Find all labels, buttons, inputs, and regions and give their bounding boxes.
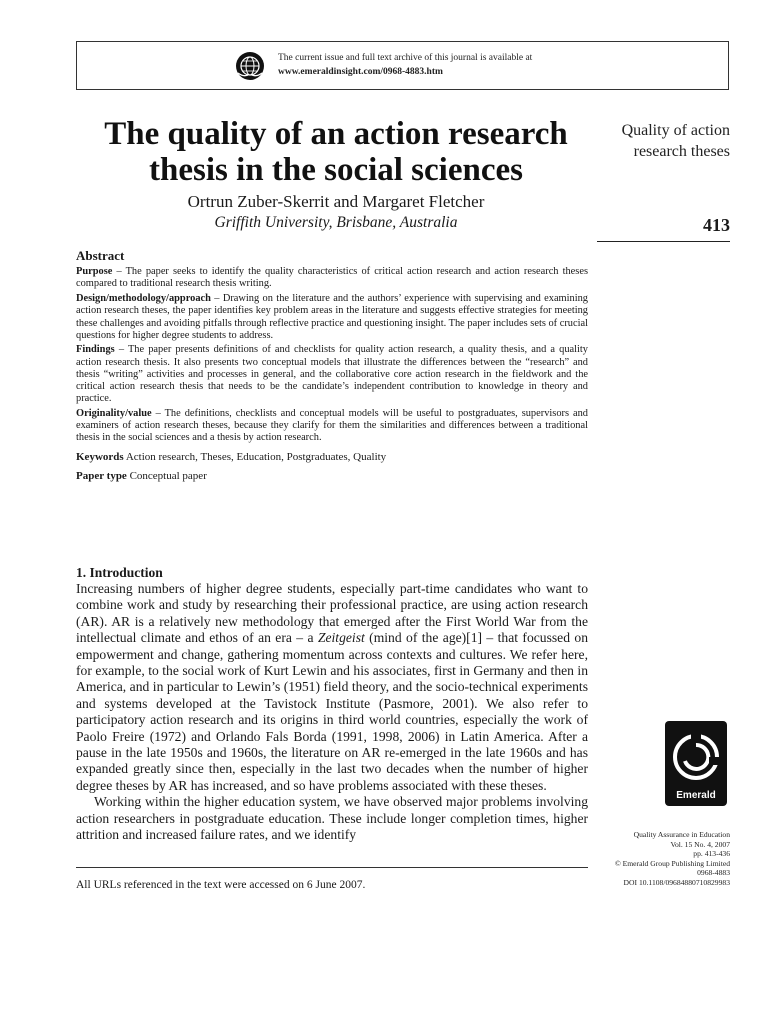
journal-copyright: © Emerald Group Publishing Limited [614, 858, 730, 868]
purpose-label: Purpose [76, 266, 113, 278]
banner-line: The current issue and full text archive of this journal is available at [278, 53, 533, 63]
design-label: Design/methodology/approach [76, 293, 211, 305]
abstract-paper-type [76, 469, 588, 483]
findings-label: Findings [76, 344, 115, 356]
introduction-body [76, 581, 588, 844]
journal-issn: 0968-4883 [697, 868, 730, 878]
running-head: Quality of action research theses [621, 122, 730, 160]
purpose-text: – The paper seeks to identify the quality characteristics of critical action research and action research theses compared to traditional research thesis writing. [76, 266, 588, 290]
journal-doi[interactable]: DOI 10.1108/09684880710829983 [623, 877, 730, 887]
originality-text: – The definitions, checklists and conceptual models will be useful to postgraduates, supervisors and examiners of action research theses, because they clarify for them the similarities and differences between a traditional thesis in the social sciences and a thesis by action research. [76, 407, 588, 444]
originality-label: Originality/value [76, 407, 152, 419]
page-number: 413 [703, 215, 730, 235]
banner-url-link[interactable]: www.emeraldinsight.com/0968-4883.htm [278, 67, 443, 77]
design-text: – Drawing on the literature and the authors’ experience with supervising and examining action research theses, the paper identifies key problem areas in the literature and suggests effective strategies for meeting these challenges and avoiding pitfalls through reflective practice and questioning insight. The paper includes sets of crucial questions for higher degree students to address. [76, 293, 588, 341]
abstract-heading: Abstract [76, 248, 125, 263]
banner-text [278, 51, 532, 79]
paper-type-text: Conceptual paper [126, 469, 207, 482]
zeitgeist-term: Zeitgeist [317, 630, 365, 646]
abstract-originality [76, 408, 588, 445]
abstract-section [76, 250, 588, 485]
findings-text: – The paper presents definitions of and checklists for quality action research, a quality thesis, and a quality action research thesis. It also presents two conceptual models that illustrate the differences between the “research” and thesis “writing” activities and processes in general, and the collaborative core action research in the fieldwork and the critical action research thesis that needs to be the candidate’s independent contribution to knowledge in theory and practice. [76, 344, 588, 405]
journal-info [550, 830, 730, 888]
globe-hands-icon [235, 51, 265, 81]
paper-type-label: Paper type [76, 469, 127, 482]
intro-paragraph-2: Working within the higher education system, we have observed major problems involving action researchers in postgraduate education. These include longer completion times, higher attrition and increased failure rates, and we identify [76, 794, 588, 843]
keywords-label: Keywords [76, 450, 124, 463]
journal-availability-banner [76, 41, 729, 90]
footnote: All URLs referenced in the text were accessed on 6 June 2007. [76, 879, 366, 891]
margin-divider [597, 241, 730, 242]
emerald-label: Emerald [676, 790, 716, 801]
footnote-divider [76, 867, 588, 868]
journal-pages: pp. 413-436 [693, 849, 730, 859]
article-authors: Ortrun Zuber-Skerrit and Margaret Fletcher [187, 192, 485, 211]
keywords-text: Action research, Theses, Education, Postgraduates, Quality [123, 450, 387, 463]
abstract-purpose [76, 266, 588, 290]
paragraph-text: (mind of the age)[1] – that focussed on empowerment and change, gathering momentum across contexts and cultures. We refer here, for example, to the social work of Kurt Lewin and his associates, first in Germany and then in America, and in particular to Lewin’s (1951) field theory, and the socio-technical experiments and systems developed at the Tavistock Institute (Pasmore, 2001). We also refer to participatory action research and its origins in third world countries, especially the work of Paolo Freire (1972) and Orlando Fals Borda (1991, 1998, 2006) in Latin America. After a pause in the late 1950s and 1960s, the literature on AR re-emerged in the late 1960s and has expanded greatly since then, especially in the last two decades when the number of higher degree theses by AR has increased, and so have problems associated with these theses. [76, 630, 588, 793]
author-affiliation: Griffith University, Brisbane, Australia [214, 214, 458, 231]
paragraph-text: Increasing numbers of higher degree students, especially part-time candidates who want to combine work and study by researching their professional practice, are using action research (AR). AR is a relatively new methodology that emerged after the First World War from the intellectual climate and ethos of an era – a [76, 581, 588, 646]
journal-volume: Vol. 15 No. 4, 2007 [670, 839, 730, 849]
abstract-findings [76, 344, 588, 405]
section-heading: 1. Introduction [76, 565, 163, 580]
abstract-keywords [76, 450, 588, 464]
intro-paragraph-1 [76, 581, 588, 794]
journal-name: Quality Assurance in Education [633, 830, 730, 839]
article-title: The quality of an action research thesis in the social sciences [104, 116, 568, 188]
abstract-design [76, 293, 588, 342]
emerald-logo [665, 721, 727, 806]
emerald-swirl-icon [665, 723, 727, 793]
